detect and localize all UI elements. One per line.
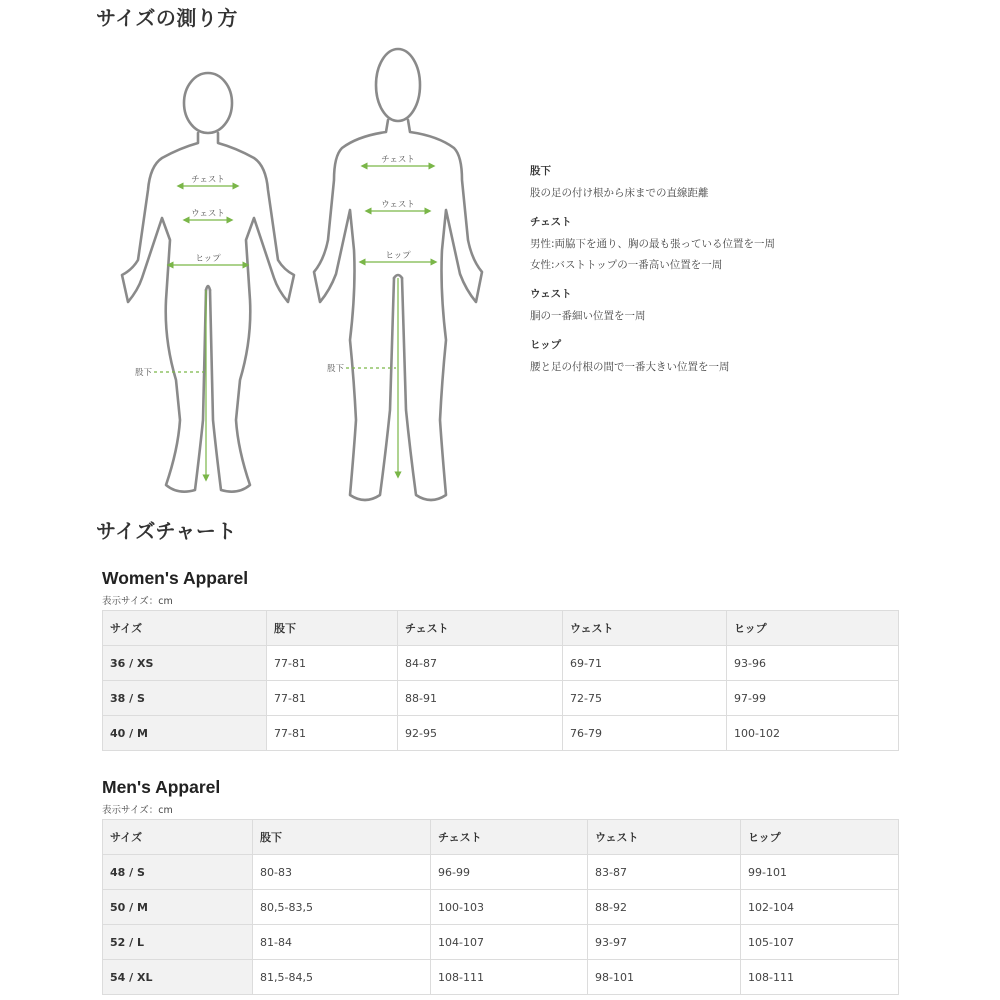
measurement-cell: 81-84 [253, 925, 431, 960]
woman-figure [122, 73, 294, 492]
size-cell: 52 / L [103, 925, 253, 960]
measurement-cell: 80-83 [253, 855, 431, 890]
legend-description: 股の足の付け根から床までの直線距離 [530, 187, 709, 199]
column-header: チェスト [398, 611, 563, 646]
measurement-cell: 97-99 [727, 681, 899, 716]
measurement-cell: 108-111 [741, 960, 899, 995]
measurement-cell: 100-102 [727, 716, 899, 751]
column-header: チェスト [431, 820, 588, 855]
man-hip-label: ヒップ [385, 251, 411, 261]
men-apparel-title: Men's Apparel [102, 777, 221, 797]
table-row [103, 716, 899, 751]
column-header: ウェスト [588, 820, 741, 855]
measurement-cell: 96-99 [431, 855, 588, 890]
measurement-cell: 84-87 [398, 646, 563, 681]
measurement-cell: 83-87 [588, 855, 741, 890]
size-cell: 54 / XL [103, 960, 253, 995]
size-cell: 38 / S [103, 681, 267, 716]
men-size-table [102, 819, 899, 995]
table-header-row [103, 611, 899, 646]
table-row [103, 646, 899, 681]
measurement-cell: 93-97 [588, 925, 741, 960]
woman-chest-label: チェスト [191, 175, 225, 185]
woman-waist-label: ウェスト [191, 209, 225, 219]
measurement-cell: 99-101 [741, 855, 899, 890]
measurement-cell: 77-81 [267, 716, 398, 751]
legend-description: 男性:両脇下を通り、胸の最も張っている位置を一周 [530, 238, 776, 250]
legend-description: 腰と足の付根の間で一番大きい位置を一周 [530, 361, 730, 373]
measurement-cell: 72-75 [563, 681, 727, 716]
size-cell: 48 / S [103, 855, 253, 890]
size-cell: 50 / M [103, 890, 253, 925]
table-row [103, 960, 899, 995]
column-header: ヒップ [727, 611, 899, 646]
measurement-cell: 88-92 [588, 890, 741, 925]
measurement-legend [530, 164, 910, 389]
legend-title: チェスト [530, 216, 572, 228]
legend-block [530, 215, 910, 273]
column-header: サイズ [103, 611, 267, 646]
size-cell: 36 / XS [103, 646, 267, 681]
woman-hip-label: ヒップ [195, 254, 221, 264]
man-measure-lines [346, 166, 434, 475]
table-row [103, 890, 899, 925]
measurement-cell: 76-79 [563, 716, 727, 751]
table-row [103, 925, 899, 960]
column-header: ヒップ [741, 820, 899, 855]
measurement-cell: 105-107 [741, 925, 899, 960]
table-row [103, 855, 899, 890]
man-inseam-label: 股下 [326, 364, 344, 374]
column-header: サイズ [103, 820, 253, 855]
legend-description: 女性:バストトップの一番高い位置を一周 [530, 259, 723, 271]
legend-block [530, 164, 910, 201]
column-header: 股下 [253, 820, 431, 855]
column-header: 股下 [267, 611, 398, 646]
size-chart-title: サイズチャート [96, 519, 237, 543]
size-cell: 40 / M [103, 716, 267, 751]
measurement-cell: 104-107 [431, 925, 588, 960]
man-chest-label: チェスト [381, 155, 415, 165]
measurement-cell: 69-71 [563, 646, 727, 681]
measurement-cell: 80,5-83,5 [253, 890, 431, 925]
measurement-cell: 88-91 [398, 681, 563, 716]
legend-block [530, 287, 910, 324]
table-header-row [103, 820, 899, 855]
man-waist-label: ウェスト [381, 200, 415, 210]
measurement-cell: 102-104 [741, 890, 899, 925]
legend-title: ウェスト [530, 288, 572, 300]
men-unit-note: 表示サイズ：cm [102, 805, 173, 816]
measurement-cell: 77-81 [267, 681, 398, 716]
legend-title: ヒップ [530, 339, 562, 351]
women-unit-note: 表示サイズ：cm [102, 596, 173, 607]
woman-inseam-label: 股下 [134, 368, 152, 378]
legend-title: 股下 [530, 165, 551, 177]
measurement-cell: 92-95 [398, 716, 563, 751]
measurement-cell: 98-101 [588, 960, 741, 995]
body-figures [110, 40, 500, 510]
measurement-cell: 81,5-84,5 [253, 960, 431, 995]
measurement-cell: 77-81 [267, 646, 398, 681]
women-size-table [102, 610, 899, 751]
measure-title: サイズの測り方 [96, 6, 238, 30]
legend-description: 胴の一番細い位置を一周 [530, 310, 646, 322]
measurement-cell: 108-111 [431, 960, 588, 995]
column-header: ウェスト [563, 611, 727, 646]
table-row [103, 681, 899, 716]
measurement-cell: 100-103 [431, 890, 588, 925]
legend-block [530, 338, 910, 375]
women-apparel-title: Women's Apparel [102, 568, 249, 588]
measurement-cell: 93-96 [727, 646, 899, 681]
